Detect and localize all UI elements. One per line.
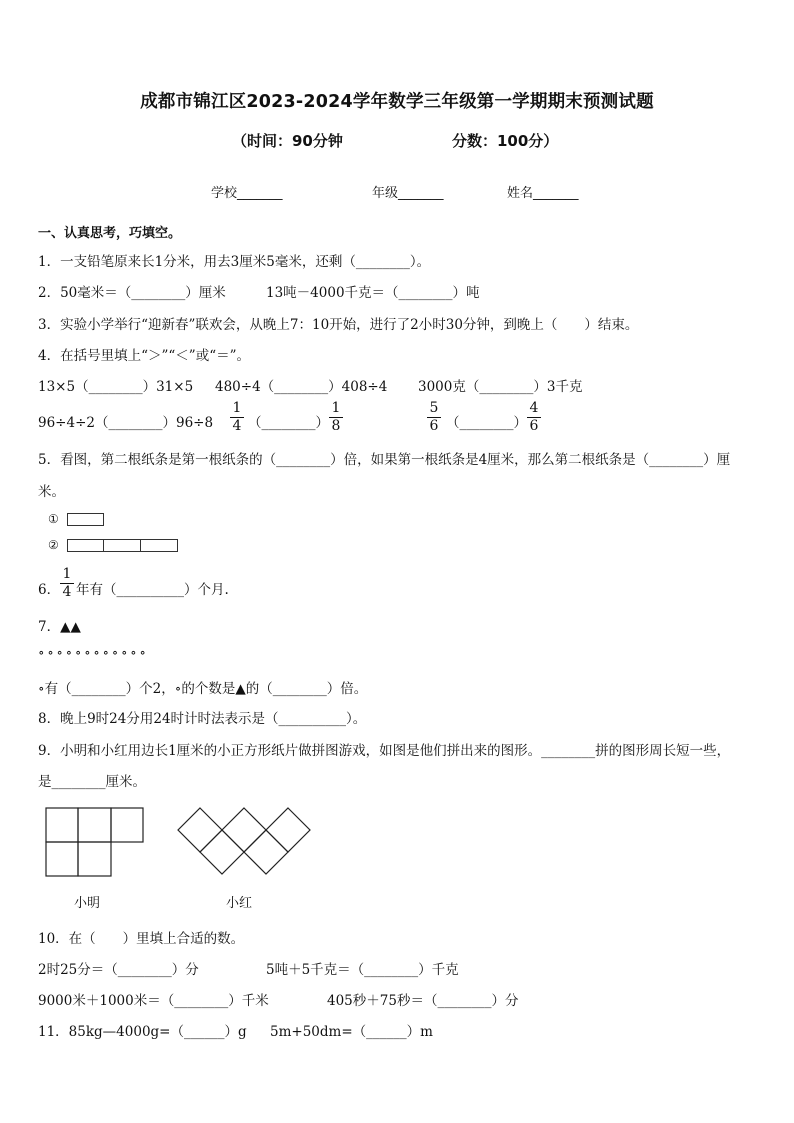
question-2b: 13吨－4000千克＝（________）吨 — [266, 285, 480, 301]
denominator: 4 — [232, 418, 242, 434]
strip-2-label: ② — [48, 538, 59, 552]
question-10: 10．在（ ）里填上合适的数。 — [38, 931, 245, 947]
denominator: 6 — [429, 418, 439, 434]
question-4-row1a: 13×5（________）31×5 — [38, 379, 194, 395]
caption-xiaohong: 小红 — [226, 896, 253, 911]
page-title: 成都市锦江区2023-2024学年数学三年级第一学期期末预测试题 — [140, 92, 654, 112]
numerator: 4 — [527, 400, 541, 418]
question-6-prefix: 6． — [38, 582, 61, 598]
fraction-one-quarter — [60, 566, 74, 601]
denominator: 8 — [331, 418, 341, 434]
question-9-line1: 9．小明和小红用边长1厘米的小正方形纸片做拼图游戏，如图是他们拼出来的图形。________拼的图形周长短一些， — [38, 743, 731, 759]
numerator: 5 — [427, 400, 441, 418]
fraction-one-quarter — [230, 400, 244, 435]
score-label: 分数：100分） — [452, 132, 559, 150]
question-3: 3．实验小学举行“迎新春”联欢会，从晚上7：10开始，进行了2小时30分钟，到晚上（ ）结束。 — [38, 317, 639, 333]
question-5-line1: 5．看图，第二根纸条是第一根纸条的（________）倍，如果第一根纸条是4厘米，那么第二根纸条是（________）厘 — [38, 452, 731, 468]
blank-compare-1: （________） — [248, 415, 329, 431]
question-11b: 5m+50dm=（______）m — [270, 1024, 433, 1040]
blank-compare-2: （________） — [446, 415, 527, 431]
paper-strip-1 — [67, 513, 104, 526]
xiaoming-figure — [45, 807, 145, 877]
paper-strip-2-segment — [67, 539, 104, 552]
question-4: 4．在括号里填上“＞”“＜”或“＝”。 — [38, 348, 250, 364]
question-7-circles: ∘∘∘∘∘∘∘∘∘∘∘∘ — [38, 645, 149, 661]
denominator: 6 — [529, 418, 539, 434]
numerator: 1 — [60, 566, 74, 584]
section-heading: 一、认真思考，巧填空。 — [38, 226, 182, 241]
question-6: 年有（__________）个月. — [76, 582, 229, 598]
fraction-five-sixths — [427, 400, 441, 435]
question-9-line2: 是________厘米。 — [38, 774, 146, 790]
question-7-line3: ∘有（________）个2，∘的个数是▲的（________）倍。 — [38, 681, 368, 697]
strip-1-label: ① — [48, 512, 59, 526]
paper-strip-2-segment — [103, 539, 141, 552]
question-7-line1: 7．▲▲ — [38, 619, 81, 635]
question-10-row2a: 9000米＋1000米＝（________）千米 — [38, 993, 269, 1009]
question-4-row1c: 3000克（________）3千克 — [418, 379, 583, 395]
question-4-row1b: 480÷4（________）408÷4 — [215, 379, 388, 395]
question-2a: 2．50毫米＝（________）厘米 — [38, 285, 226, 301]
question-1: 1．一支铅笔原来长1分米，用去3厘米5毫米，还剩（________）。 — [38, 254, 431, 270]
caption-xiaoming: 小明 — [74, 896, 101, 911]
numerator: 1 — [329, 400, 343, 418]
question-10-row1a: 2时25分＝（________）分 — [38, 962, 199, 978]
question-10-row2b: 405秒＋75秒＝（________）分 — [327, 993, 519, 1009]
time-label: （时间：90分钟 — [232, 132, 343, 150]
paper-strip-2-segment — [140, 539, 178, 552]
school-field: 学校_______ — [211, 186, 283, 201]
question-5-line2: 米。 — [38, 484, 65, 500]
name-field: 姓名_______ — [507, 186, 579, 201]
question-8: 8．晚上9时24分用24时计时法表示是（__________）。 — [38, 711, 367, 727]
xiaohong-figure — [175, 807, 320, 882]
question-11a: 11．85kg—4000g=（______）g — [38, 1024, 247, 1040]
numerator: 1 — [230, 400, 244, 418]
grade-field: 年级_______ — [372, 186, 444, 201]
fraction-one-eighth — [329, 400, 343, 435]
fraction-four-sixths — [527, 400, 541, 435]
question-4-row2a: 96÷4÷2（________）96÷8 — [38, 415, 214, 431]
denominator: 4 — [62, 584, 72, 600]
question-10-row1b: 5吨＋5千克＝（________）千克 — [266, 962, 459, 978]
